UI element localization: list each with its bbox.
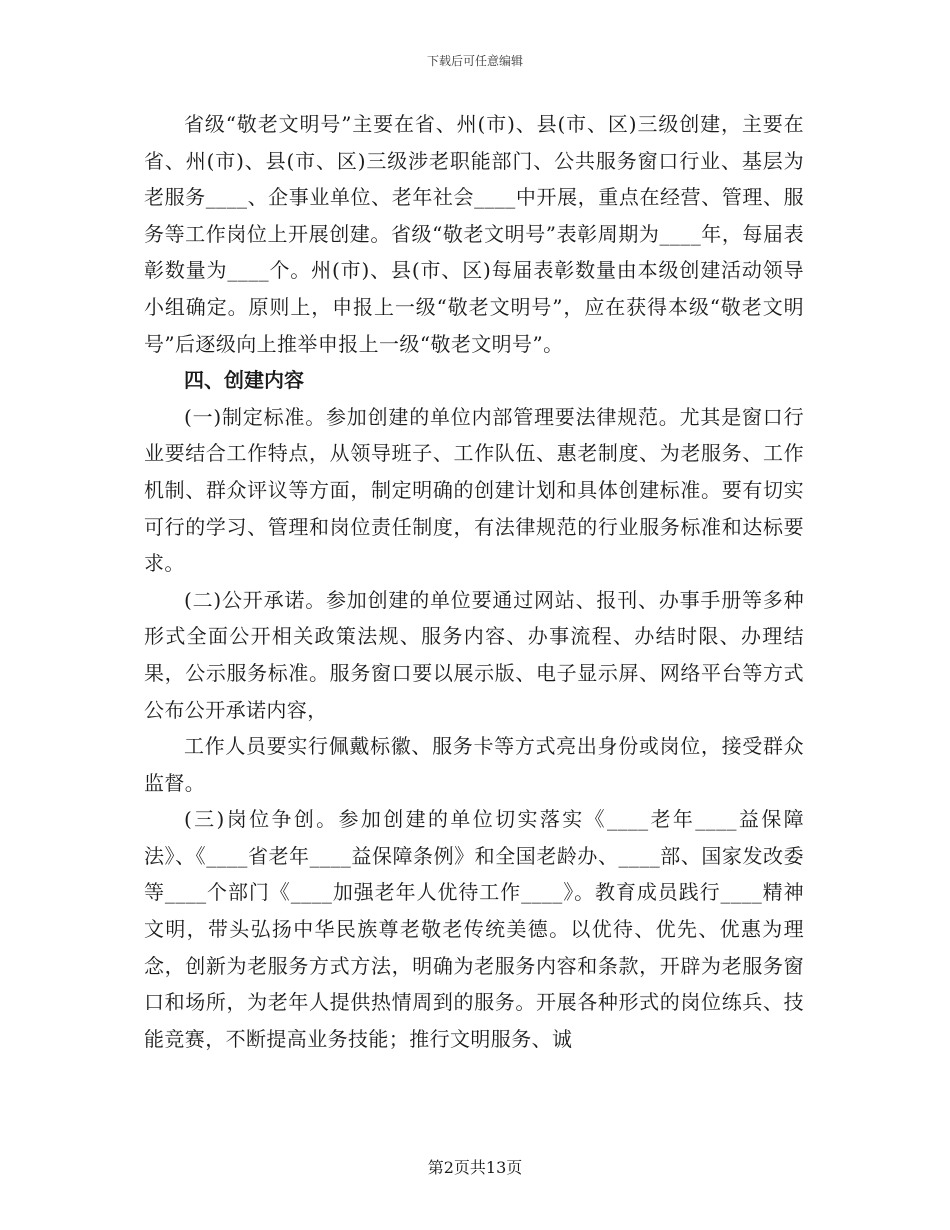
section-heading-creation-content: 四、创建内容 (184, 368, 304, 393)
document-body (144, 106, 804, 1057)
page-header-note: 下载后可任意编辑 (426, 54, 523, 68)
page-number: 第2页共13页 (427, 1158, 523, 1177)
paragraph-set-standards: (一)制定标准。参加创建的单位内部管理要法律规范。尤其是窗口行业要结合工作特点，从领导班子、工作队伍、惠老制度、为老服务、工作机制、群众评议等方面，制定明确的创建计划和具体创建标准。要有切实可行的学习、管理和岗位责任制度，有法律规范的行业服务标准和达标要求。 (144, 404, 804, 576)
paragraph-post-competition: (三)岗位争创。参加创建的单位切实落实《____老年____益保障法》、《____省老年____益保障条例》和全国老龄办、____部、国家发改委等____个部门《____加强老年人优待工作____》。教育成员践行____精神文明，带头弘扬中华民族尊老敬老传统美德。以优待、优先、优惠为理念，创新为老服务方式方法，明确为老服务内容和条款，开辟为老服务窗口和场所，为老年人提供热情周到的服务。开展各种形式的岗位练兵、技能竞赛，不断提高业务技能；推行文明服务、诚 (144, 807, 804, 1051)
paragraph-public-commitment: (二)公开承诺。参加创建的单位要通过网站、报刊、办事手册等多种形式全面公开相关政策法规、服务内容、办事流程、办结时限、办理结果，公示服务标准。服务窗口要以展示版、电子显示屏、网络平台等方式公布公开承诺内容， (144, 587, 804, 722)
paragraph-staff-supervision: 工作人员要实行佩戴标徽、服务卡等方式亮出身份或岗位，接受群众监督。 (144, 734, 804, 795)
paragraph-star-rules: 省级“敬老文明号”主要在省、州(市)、县(市、区)三级创建，主要在省、州(市)、县(市、区)三级涉老职能部门、公共服务窗口行业、基层为老服务____、企事业单位、老年社会____中开展，重点在经营、管理、服务等工作岗位上开展创建。省级“敬老文明号”表彰周期为____年，每届表彰数量为____个。州(市)、县(市、区)每届表彰数量由本级创建活动领导小组确定。原则上，申报上一级“敬老文明号”，应在获得本级“敬老文明号”后逐级向上推举申报上一级“敬老文明号”。 (144, 112, 804, 356)
